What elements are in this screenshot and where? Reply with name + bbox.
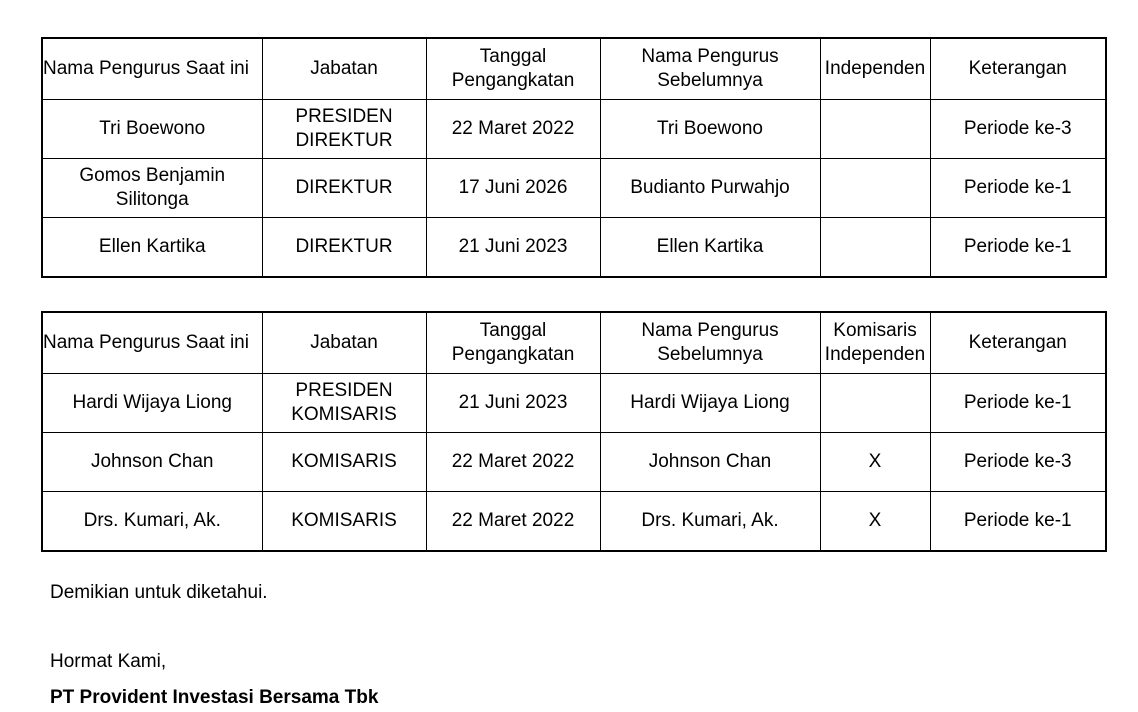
- table-header-row: [42, 38, 1106, 100]
- cell-remarks: Periode ke-3: [930, 100, 1106, 159]
- header-remarks: Keterangan: [930, 312, 1106, 374]
- cell-previous-name: Drs. Kumari, Ak.: [600, 492, 820, 552]
- table-row: [42, 100, 1106, 159]
- cell-appointment-date: 21 Juni 2023: [426, 374, 600, 433]
- cell-current-name: Hardi Wijaya Liong: [42, 374, 262, 433]
- header-appointment-date: Tanggal Pengangkatan: [426, 312, 600, 374]
- header-previous-name: Nama Pengurus Sebelumnya: [600, 38, 820, 100]
- header-position: Jabatan: [262, 38, 426, 100]
- header-independent-commissioner: Komisaris Independen: [820, 312, 930, 374]
- cell-previous-name: Hardi Wijaya Liong: [600, 374, 820, 433]
- cell-position: DIREKTUR: [262, 159, 426, 218]
- cell-appointment-date: 22 Maret 2022: [426, 433, 600, 492]
- cell-current-name: Ellen Kartika: [42, 218, 262, 278]
- cell-remarks: Periode ke-1: [930, 159, 1106, 218]
- cell-independent: [820, 159, 930, 218]
- cell-independent: [820, 374, 930, 433]
- table-row: [42, 159, 1106, 218]
- closing-statement: Demikian untuk diketahui.: [50, 582, 268, 603]
- cell-position: PRESIDEN KOMISARIS: [262, 374, 426, 433]
- closing-greeting: Hormat Kami,: [50, 651, 167, 672]
- cell-independent: [820, 218, 930, 278]
- cell-remarks: Periode ke-1: [930, 492, 1106, 552]
- cell-current-name: Johnson Chan: [42, 433, 262, 492]
- cell-position: DIREKTUR: [262, 218, 426, 278]
- cell-appointment-date: 22 Maret 2022: [426, 100, 600, 159]
- header-remarks: Keterangan: [930, 38, 1106, 100]
- cell-previous-name: Tri Boewono: [600, 100, 820, 159]
- table-row: [42, 433, 1106, 492]
- cell-appointment-date: 21 Juni 2023: [426, 218, 600, 278]
- table-row: [42, 492, 1106, 552]
- cell-appointment-date: 17 Juni 2026: [426, 159, 600, 218]
- table-row: [42, 218, 1106, 278]
- cell-previous-name: Ellen Kartika: [600, 218, 820, 278]
- cell-position: KOMISARIS: [262, 492, 426, 552]
- directors-table: [41, 37, 1107, 278]
- header-current-name: Nama Pengurus Saat ini: [42, 312, 262, 374]
- cell-previous-name: Johnson Chan: [600, 433, 820, 492]
- cell-current-name: Gomos Benjamin Silitonga: [42, 159, 262, 218]
- header-appointment-date: Tanggal Pengangkatan: [426, 38, 600, 100]
- cell-independent: [820, 100, 930, 159]
- header-position: Jabatan: [262, 312, 426, 374]
- cell-independent: X: [820, 492, 930, 552]
- cell-appointment-date: 22 Maret 2022: [426, 492, 600, 552]
- commissioners-table: [41, 311, 1107, 552]
- header-independent: Independen: [820, 38, 930, 100]
- cell-current-name: Drs. Kumari, Ak.: [42, 492, 262, 552]
- cell-remarks: Periode ke-1: [930, 218, 1106, 278]
- cell-position: PRESIDEN DIREKTUR: [262, 100, 426, 159]
- cell-current-name: Tri Boewono: [42, 100, 262, 159]
- cell-independent: X: [820, 433, 930, 492]
- cell-position: KOMISARIS: [262, 433, 426, 492]
- table-header-row: [42, 312, 1106, 374]
- cell-remarks: Periode ke-1: [930, 374, 1106, 433]
- company-name: PT Provident Investasi Bersama Tbk: [50, 687, 379, 708]
- cell-previous-name: Budianto Purwahjo: [600, 159, 820, 218]
- cell-remarks: Periode ke-3: [930, 433, 1106, 492]
- header-current-name: Nama Pengurus Saat ini: [42, 38, 262, 100]
- header-previous-name: Nama Pengurus Sebelumnya: [600, 312, 820, 374]
- table-row: [42, 374, 1106, 433]
